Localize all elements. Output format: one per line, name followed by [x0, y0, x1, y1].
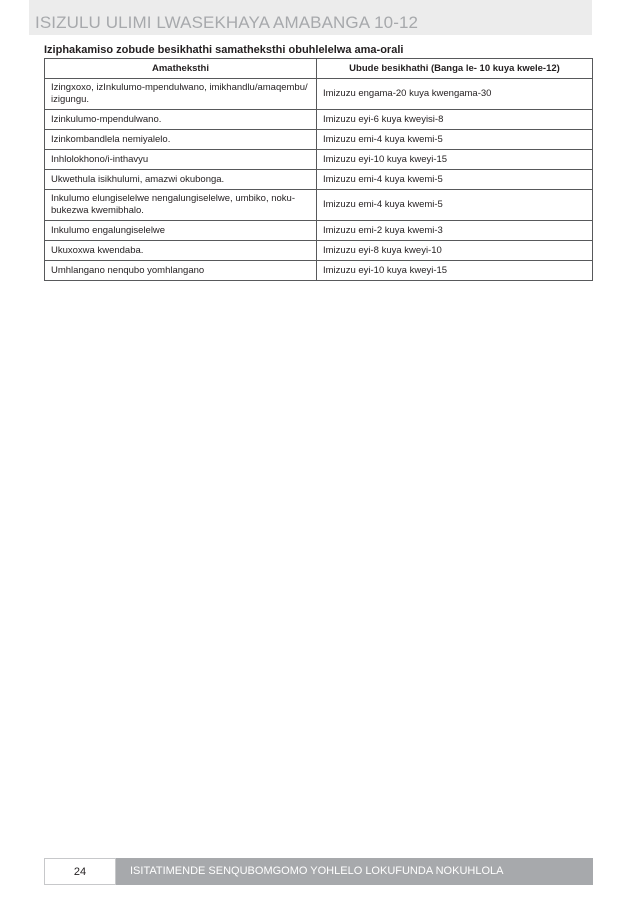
table-row	[45, 170, 593, 190]
table-row	[45, 241, 593, 261]
table-row	[45, 221, 593, 241]
column-header-duration: Ubude besikhathi (Banga le- 10 kuya kwele-12)	[317, 59, 593, 79]
durations-table	[44, 58, 593, 281]
text-type-cell: Izinkulumo-mpendulwano.	[45, 110, 317, 130]
section-heading: Iziphakamiso zobude besikhathi samatheksthi obuhlelelwa ama-orali	[44, 44, 404, 56]
text-type-cell: Izinkombandlela nemiyalelo.	[45, 130, 317, 150]
duration-cell: Imizuzu engama-20 kuya kwengama-30	[317, 79, 593, 110]
text-type-cell: Ukuxoxwa kwendaba.	[45, 241, 317, 261]
text-type-cell: Izingxoxo, izInkulumo-mpendulwano, imikhandlu/amaqembu/ izigungu.	[45, 79, 317, 110]
duration-cell: Imizuzu emi-2 kuya kwemi-3	[317, 221, 593, 241]
duration-cell: Imizuzu eyi-10 kuya kweyi-15	[317, 150, 593, 170]
column-header-texts: Amatheksthi	[45, 59, 317, 79]
duration-cell: Imizuzu eyi-6 kuya kweyisi-8	[317, 110, 593, 130]
duration-cell: Imizuzu eyi-8 kuya kweyi-10	[317, 241, 593, 261]
table-row	[45, 130, 593, 150]
page-number-box	[44, 858, 116, 885]
text-type-cell: Inkulumo elungiselelwe nengalungiselelwe, umbiko, noku- bukezwa kwemibhalo.	[45, 190, 317, 221]
footer-title: ISITATIMENDE SENQUBOMGOMO YOHLELO LOKUFUNDA NOKUHLOLA	[130, 865, 504, 877]
page-header-title: ISIZULU ULIMI LWASEKHAYA AMABANGA 10-12	[35, 13, 419, 32]
table-row	[45, 150, 593, 170]
page-number: 24	[73, 866, 87, 878]
duration-cell: Imizuzu eyi-10 kuya kweyi-15	[317, 261, 593, 281]
table-row	[45, 79, 593, 110]
duration-cell: Imizuzu emi-4 kuya kwemi-5	[317, 170, 593, 190]
duration-cell: Imizuzu emi-4 kuya kwemi-5	[317, 190, 593, 221]
duration-cell: Imizuzu emi-4 kuya kwemi-5	[317, 130, 593, 150]
footer-band	[116, 858, 593, 885]
text-type-cell: Inhlolokhono/i-inthavyu	[45, 150, 317, 170]
text-type-cell: Ukwethula isikhulumi, amazwi okubonga.	[45, 170, 317, 190]
table-header-row	[45, 59, 593, 79]
text-type-cell: Inkulumo engalungiselelwe	[45, 221, 317, 241]
text-type-cell: Umhlangano nenqubo yomhlangano	[45, 261, 317, 281]
table-row	[45, 190, 593, 221]
table-row	[45, 110, 593, 130]
table-row	[45, 261, 593, 281]
